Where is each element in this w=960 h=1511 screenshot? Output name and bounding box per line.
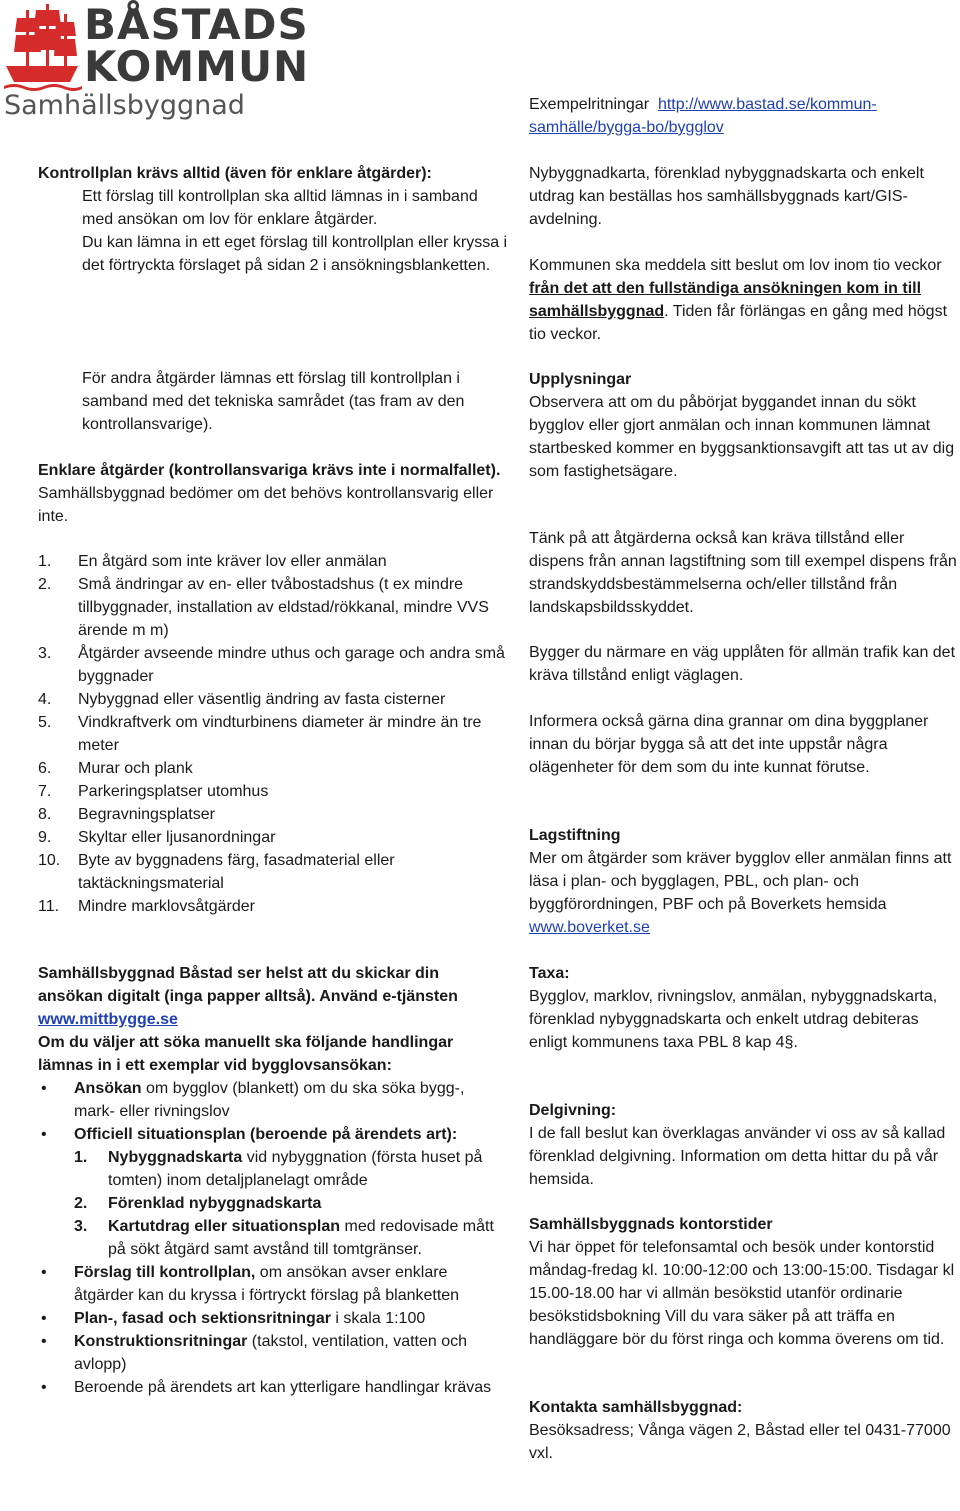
list-number: 1. (74, 1149, 88, 1166)
taxa-heading: Taxa: (529, 965, 570, 982)
bullet-icon: • (41, 1126, 47, 1143)
grannar-section (529, 710, 959, 779)
exempelritningar-text: Exempelritningar http://www.bastad.se/kommun-samhälle/bygga-bo/bygglov (529, 96, 877, 136)
digital-application-text: Samhällsbyggnad Båstad ser helst att du skickar din ansökan digitalt (inga papper alltså). Använd e-tjänsten www.mittbygge.se (38, 965, 458, 1028)
list-number: 3. (38, 645, 52, 662)
vag-text: Bygger du närmare en väg upplåten för allmän trafik kan det kräva tillstånd enligt väglagen. (529, 644, 956, 684)
bullet-icon: • (41, 1080, 47, 1097)
list-item (74, 1192, 508, 1215)
enklare-atgarder-heading: Enklare åtgärder (kontrollansvariga krävs inte i normalfallet). (38, 462, 501, 479)
kontrollplan-paragraph-3: För andra åtgärder lämnas ett förslag till kontrollplan i samband med det tekniska samrådet (tas fram av den kontrollansvarige). (82, 370, 465, 433)
list-item: • Ansökan om bygglov (blankett) om du ska söka bygg-, mark- eller rivningslov (38, 1077, 508, 1123)
list-text: Murar och plank (78, 760, 193, 777)
kontakt-heading: Kontakta samhällsbyggnad: (529, 1399, 743, 1416)
list-item (38, 895, 508, 918)
list-text: Nybyggnad eller väsentlig ändring av fasta cisterner (78, 691, 446, 708)
kontorstider-section (529, 1213, 959, 1351)
list-number: 2. (74, 1195, 88, 1212)
logo-line-kommun: KOMMUN (84, 42, 310, 91)
list-item (74, 1215, 508, 1261)
list-text: vid nybyggnation (första huset på tomten) inom detaljplanelagt område (108, 1149, 483, 1189)
list-item: • Konstruktionsritningar (takstol, ventilation, vatten och avlopp) (38, 1330, 508, 1376)
upplysningar-section (529, 368, 959, 483)
list-text: Byte av byggnadens färg, fasadmaterial eller taktäckningsmaterial (78, 852, 395, 892)
list-number: 4. (38, 691, 52, 708)
boverket-link[interactable]: www.boverket.se (529, 919, 650, 936)
list-text: Åtgärder avseende mindre uthus och garage och andra små byggnader (78, 645, 505, 685)
list-text: med redovisade mått på sökt åtgärd samt avstånd till tomtgränser. (108, 1218, 494, 1258)
nybyggnadskarta-text: Nybyggnadkarta, förenklad nybyggnadskarta och enkelt utdrag kan beställas hos samhällsbyggnads kart/GIS-avdelning. (529, 165, 924, 228)
lagstiftning-section (529, 824, 959, 939)
list-number: 11. (38, 898, 60, 915)
list-bold-text: Förenklad nybyggnadskarta (108, 1195, 322, 1212)
list-text: Skyltar eller ljusanordningar (78, 829, 276, 846)
bullet-icon: • (41, 1310, 47, 1327)
list-item: • Förslag till kontrollplan, om ansökan avser enklare åtgärder kan du kryssa i förtryckt förslag på blanketten (38, 1261, 508, 1307)
upplysningar-text: Observera att om du påbörjat byggandet innan du sökt bygglov eller gjort anmälan och innan kommunen lämnat startbesked kommer en byggsanktionsavgift att tas ut av dig som fastighetsägare. (529, 394, 955, 480)
list-number: 7. (38, 783, 52, 800)
list-item (38, 826, 508, 849)
tillstand-section (529, 527, 959, 619)
list-number: 6. (38, 760, 52, 777)
list-item (38, 642, 508, 688)
list-bold-text: Kartutdrag eller situationsplan (108, 1218, 341, 1235)
list-text: Parkeringsplatser utomhus (78, 783, 269, 800)
list-text: Begravningsplatser (78, 806, 215, 823)
enklare-atgarder-text: Enklare åtgärder (kontrollansvariga krävs inte i normalfallet). Samhällsbyggnad bedömer om det behövs kontrollansvarig eller inte. (38, 462, 501, 525)
kontrollplan-section (38, 162, 508, 277)
list-item (74, 1146, 508, 1192)
beslut-section (529, 254, 959, 346)
enklare-atgarder-list-block (38, 550, 508, 918)
grannar-text: Informera också gärna dina grannar om dina byggplaner innan du börjar bygga så att det inte uppstår några olägenheter för dem som du inte kunnat förutse. (529, 713, 929, 776)
list-text: Vindkraftverk om vindturbinens diameter är mindre än tre meter (78, 714, 482, 754)
enklare-atgarder-section (38, 459, 508, 528)
bullet-icon: • (41, 1379, 47, 1396)
list-item (38, 573, 508, 642)
list-number: 3. (74, 1218, 88, 1235)
lagstiftning-text: Mer om åtgärder som kräver bygglov eller anmälan finns att läsa i plan- och bygglagen, PBL, och plan- och byggförordningen, PBF och på Boverkets hemsida www.boverket.se (529, 850, 952, 936)
list-item (38, 780, 508, 803)
list-item: • Beroende på ärendets art kan ytterligare handlingar krävas (38, 1376, 508, 1399)
beslut-text: Kommunen ska meddela sitt beslut om lov inom tio veckor från det att den fullständiga ansökningen kom in till samhällsbyggnad. Tiden får förlängas en gång med högst tio veckor. (529, 257, 948, 343)
list-text: En åtgärd som inte kräver lov eller anmälan (78, 553, 387, 570)
required-documents-list (38, 1077, 508, 1399)
bastads-kommun-logo (4, 0, 310, 124)
list-number: 5. (38, 714, 52, 731)
list-item: • Plan-, fasad och sektionsritningar i skala 1:100 (38, 1307, 508, 1330)
list-number: 10. (38, 852, 61, 869)
enklare-atgarder-list (38, 550, 508, 918)
list-item (38, 757, 508, 780)
delgivning-text: I de fall beslut kan överklagas använder vi oss av så kallad förenklad delgivning. Information om detta hittar du på vår hemsida. (529, 1125, 946, 1188)
list-number: 2. (38, 576, 52, 593)
situationsplan-sub-list (74, 1146, 508, 1261)
logo-line-bastads: BÅSTADS (84, 0, 309, 49)
list-number: 9. (38, 829, 52, 846)
list-number: 1. (38, 553, 52, 570)
taxa-text: Bygglov, marklov, rivningslov, anmälan, nybyggnadskarta, förenklad nybyggnadskarta och enkelt utdrag debiteras enligt kommunens taxa PBL 8 kap 4§. (529, 988, 938, 1051)
bullet-icon: • (41, 1264, 47, 1281)
kontrollplan-heading: Kontrollplan krävs alltid (även för enklare åtgärder): (38, 165, 432, 182)
upplysningar-heading: Upplysningar (529, 371, 632, 388)
exempelritningar-link[interactable]: http://www.bastad.se/kommun-samhälle/bygga-bo/bygglov (529, 96, 877, 136)
logo-line-samhallsbyggnad: Samhällsbyggnad (4, 90, 245, 121)
kontrollplan-paragraph-2: Du kan lämna in ett eget förslag till kontrollplan eller kryssa i det förtryckta förslaget på sidan 2 i ansökningsblanketten. (82, 234, 508, 274)
list-item: • Officiell situationsplan (beroende på ärendets art): 1. Nybyggnadskarta vid nybyggnation (första huset på tomten) inom detaljplanelagt område 2. Förenklad nybyggnadskarta 3. Kartutdrag eller situationsplan med redovisade mått på sökt åtgärd samt avstånd till tomtgränser. (38, 1123, 508, 1261)
kontorstider-text: Vi har öppet för telefonsamtal och besök under kontorstid måndag-fredag kl. 10:00-12:00 och 13:00-15:00. Tisdagar kl 15.00-18.00 har vi allmän besökstid utanför ordinarie besökstidsbokning Vill du vara säker på att träffa en handläggare bör du först ringa och komma överens om tid. (529, 1239, 955, 1348)
manual-application-heading: Om du väljer att söka manuellt ska följande handlingar lämnas in i ett exemplar vid bygglovsansökan: (38, 1034, 454, 1074)
list-text: Mindre marklovsåtgärder (78, 898, 255, 915)
mittbygge-link[interactable]: www.mittbygge.se (38, 1011, 178, 1028)
kontakt-text: Besöksadress; Vånga vägen 2, Båstad eller tel 0431-77000 vxl. (529, 1422, 951, 1462)
bullet-icon: • (41, 1333, 47, 1350)
list-text: Små ändringar av en- eller tvåbostadshus (t ex mindre tillbyggnader, installation av eldstad/rökkanal, mindre VVS ärende m m) (78, 576, 489, 639)
kontrollplan-paragraph-3-block (38, 367, 508, 436)
kontorstider-heading: Samhällsbyggnads kontorstider (529, 1216, 773, 1233)
delgivning-section (529, 1099, 959, 1191)
list-item (38, 711, 508, 757)
lagstiftning-heading: Lagstiftning (529, 827, 621, 844)
nybyggnadskarta-section (529, 162, 959, 231)
vag-section (529, 641, 959, 687)
kontrollplan-paragraph-1: Ett förslag till kontrollplan ska alltid lämnas in i samband med ansökan om lov för enklare åtgärder. (82, 188, 478, 228)
list-item (38, 688, 508, 711)
list-item (38, 803, 508, 826)
tillstand-text: Tänk på att åtgärderna också kan kräva tillstånd eller dispens från annan lagstiftning som till exempel dispens från strandskyddsbestämmelserna och/eller tillstånd från landskapsbildsskyddet. (529, 530, 957, 616)
list-item (38, 849, 508, 895)
list-number: 8. (38, 806, 52, 823)
taxa-section (529, 962, 959, 1054)
exempelritningar-section (529, 93, 959, 139)
delgivning-heading: Delgivning: (529, 1102, 617, 1119)
digital-application-section (38, 962, 508, 1399)
list-item (38, 550, 508, 573)
list-bold-text: Nybyggnadskarta (108, 1149, 243, 1166)
kontakt-section (529, 1396, 959, 1465)
